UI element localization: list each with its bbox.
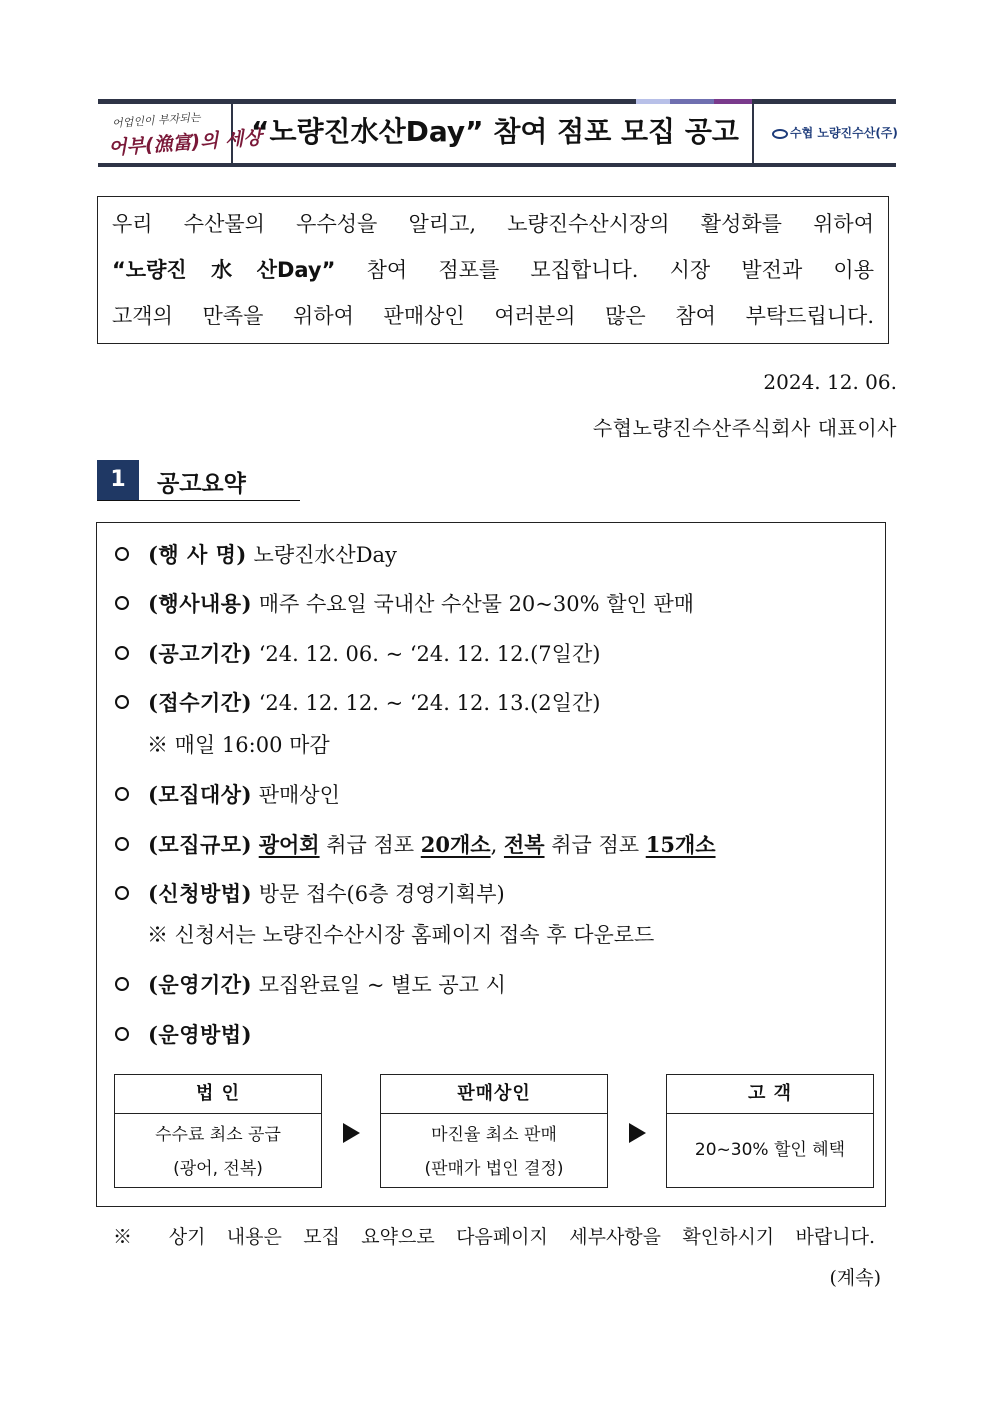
intro-box bbox=[97, 196, 889, 344]
flow-head-merchant: 판매상인 bbox=[381, 1075, 607, 1114]
issuer: 수협노량진수산주식회사 대표이사 bbox=[592, 416, 897, 440]
suhyup-emblem-icon bbox=[772, 129, 788, 139]
header-divider-right bbox=[752, 104, 754, 163]
bullet-circle-icon bbox=[115, 596, 129, 610]
footer-note: ※ 상기 내용은 모집 요약으로 다음페이지 세부사항을 확인하시기 바랍니다. bbox=[113, 1226, 875, 1248]
notice-date: 2024. 12. 06. bbox=[763, 370, 897, 394]
bullet-circle-icon bbox=[115, 695, 129, 709]
summary-row-operation-method: (운영방법) bbox=[115, 1019, 252, 1049]
flow-head-corporation: 법 인 bbox=[115, 1075, 321, 1114]
section-number: 1 bbox=[97, 460, 139, 500]
company-logo bbox=[772, 124, 898, 141]
bullet-circle-icon bbox=[115, 1027, 129, 1041]
flow-body-customer: 20~30% 할인 혜택 bbox=[694, 1140, 846, 1160]
intro-event-name: “노량진水산Day” bbox=[112, 258, 336, 282]
flow-arrow-right-icon bbox=[629, 1123, 646, 1143]
flow-box-customer bbox=[666, 1074, 874, 1188]
bullet-circle-icon bbox=[115, 886, 129, 900]
receipt-deadline-note: ※ 매일 16:00 마감 bbox=[147, 733, 330, 757]
header-top-rule bbox=[98, 99, 896, 104]
header-accent-strip-light bbox=[636, 99, 670, 104]
flow-arrow-right-icon bbox=[343, 1123, 360, 1143]
company-logo-text: 수협 노량진수산(주) bbox=[790, 126, 898, 140]
page-title: “노량진水산Day” 참여 점포 모집 공고 bbox=[251, 115, 739, 148]
summary-row-event-name: (행 사 명) 노량진水산Day bbox=[115, 539, 397, 569]
intro-line-2-text: 참여 점포를 모집합니다. 시장 발전과 이용 bbox=[366, 258, 874, 282]
bullet-circle-icon bbox=[115, 837, 129, 851]
intro-line-3: 고객의 만족을 위하여 판매상인 여러분의 많은 참여 부탁드립니다. bbox=[112, 304, 874, 328]
flow-box-merchant bbox=[380, 1074, 608, 1188]
intro-line-2 bbox=[112, 254, 874, 284]
continued-label: (계속) bbox=[829, 1267, 881, 1289]
flow-body-corporation: 수수료 최소 공급 (광어, 전복) bbox=[155, 1125, 281, 1179]
summary-row-event-content: (행사내용) 매주 수요일 국내산 수산물 20~30% 할인 판매 bbox=[115, 588, 694, 618]
section-title: 공고요약 bbox=[157, 471, 246, 497]
summary-row-apply: (신청방법) 방문 접수(6층 경영기획부) bbox=[115, 878, 505, 908]
summary-row-receipt-period: (접수기간) ‘24. 12. 12. ~ ‘24. 12. 13.(2일간) bbox=[115, 687, 600, 717]
header-bottom-rule bbox=[98, 163, 896, 167]
bullet-circle-icon bbox=[115, 977, 129, 991]
summary-box bbox=[96, 522, 886, 1207]
flow-head-customer: 고 객 bbox=[667, 1075, 873, 1114]
slogan-logo: 어부(漁富)의 세상 bbox=[107, 126, 263, 160]
slogan-small: 어업인이 부자되는 bbox=[111, 110, 201, 131]
flow-body-merchant: 마진율 최소 판매 (판매가 법인 결정) bbox=[424, 1125, 564, 1179]
bullet-circle-icon bbox=[115, 646, 129, 660]
section-underline bbox=[97, 500, 300, 501]
summary-row-operation-period: (운영기간) 모집완료일 ~ 별도 공고 시 bbox=[115, 969, 506, 999]
flow-box-corporation bbox=[114, 1074, 322, 1188]
bullet-circle-icon bbox=[115, 547, 129, 561]
apply-download-note: ※ 신청서는 노량진수산시장 홈페이지 접속 후 다운로드 bbox=[147, 923, 655, 947]
bullet-circle-icon bbox=[115, 787, 129, 801]
summary-row-notice-period: (공고기간) ‘24. 12. 06. ~ ‘24. 12. 12.(7일간) bbox=[115, 638, 600, 668]
intro-line-1: 우리 수산물의 우수성을 알리고, 노량진수산시장의 활성화를 위하여 bbox=[112, 212, 874, 236]
summary-row-scale: (모집규모) 광어회 취급 점포 20개소, 전복 취급 점포 15개소 bbox=[115, 829, 716, 859]
header-accent-strip-mid bbox=[670, 99, 714, 104]
header-accent-strip-dark bbox=[714, 99, 752, 104]
summary-row-target: (모집대상) 판매상인 bbox=[115, 779, 340, 809]
